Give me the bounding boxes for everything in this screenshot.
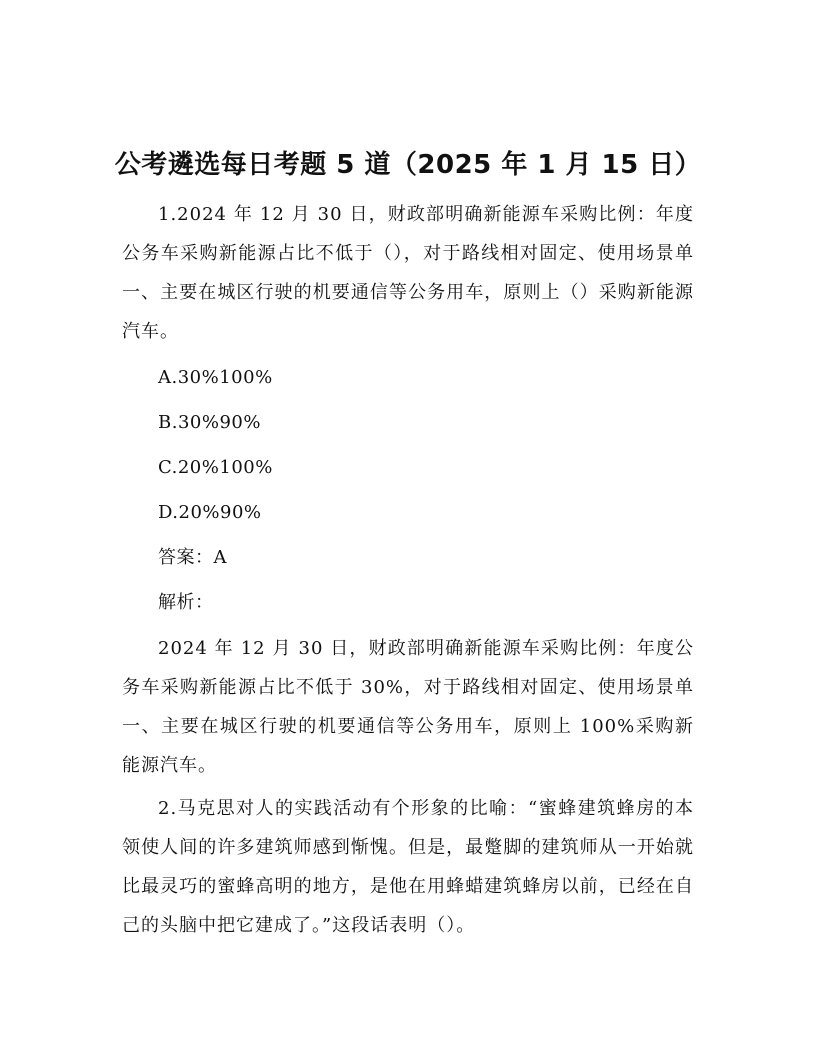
question-1-analysis: 2024 年 12 月 30 日，财政部明确新能源车采购比例：年度公务车采购新能源占比不低于 30%，对于路线相对固定、使用场景单一、主要在城区行驶的机要通信等公务用车，原则上 100%采购新能源汽车。 [122,638,694,776]
document-body [122,195,694,945]
question-1-option-d: D.20%90% [158,502,262,523]
question-1-stem: 1.2024 年 12 月 30 日，财政部明确新能源车采购比例：年度公务车采购新能源占比不低于（），对于路线相对固定、使用场景单一、主要在城区行驶的机要通信等公务用车，原则上（）采购新能源汽车。 [122,204,694,342]
document-title: 公考遴选每日考题 5 道（2025 年 1 月 15 日） [114,150,702,180]
question-2-stem: 2.马克思对人的实践活动有个形象的比喻：“蜜蜂建筑蜂房的本领使人间的许多建筑师感到惭愧。但是，最蹩脚的建筑师从一开始就比最灵巧的蜜蜂高明的地方，是他在用蜂蜡建筑蜂房以前，已经在自己的头脑中把它建成了。”这段话表明（）。 [122,798,694,936]
question-1-option-c: C.20%100% [158,457,273,478]
question-1-option-a: A.30%100% [158,367,273,388]
question-1-analysis-label: 解析： [158,592,214,613]
question-1-answer: 答案：A [158,547,227,568]
question-1-option-b: B.30%90% [158,412,261,433]
